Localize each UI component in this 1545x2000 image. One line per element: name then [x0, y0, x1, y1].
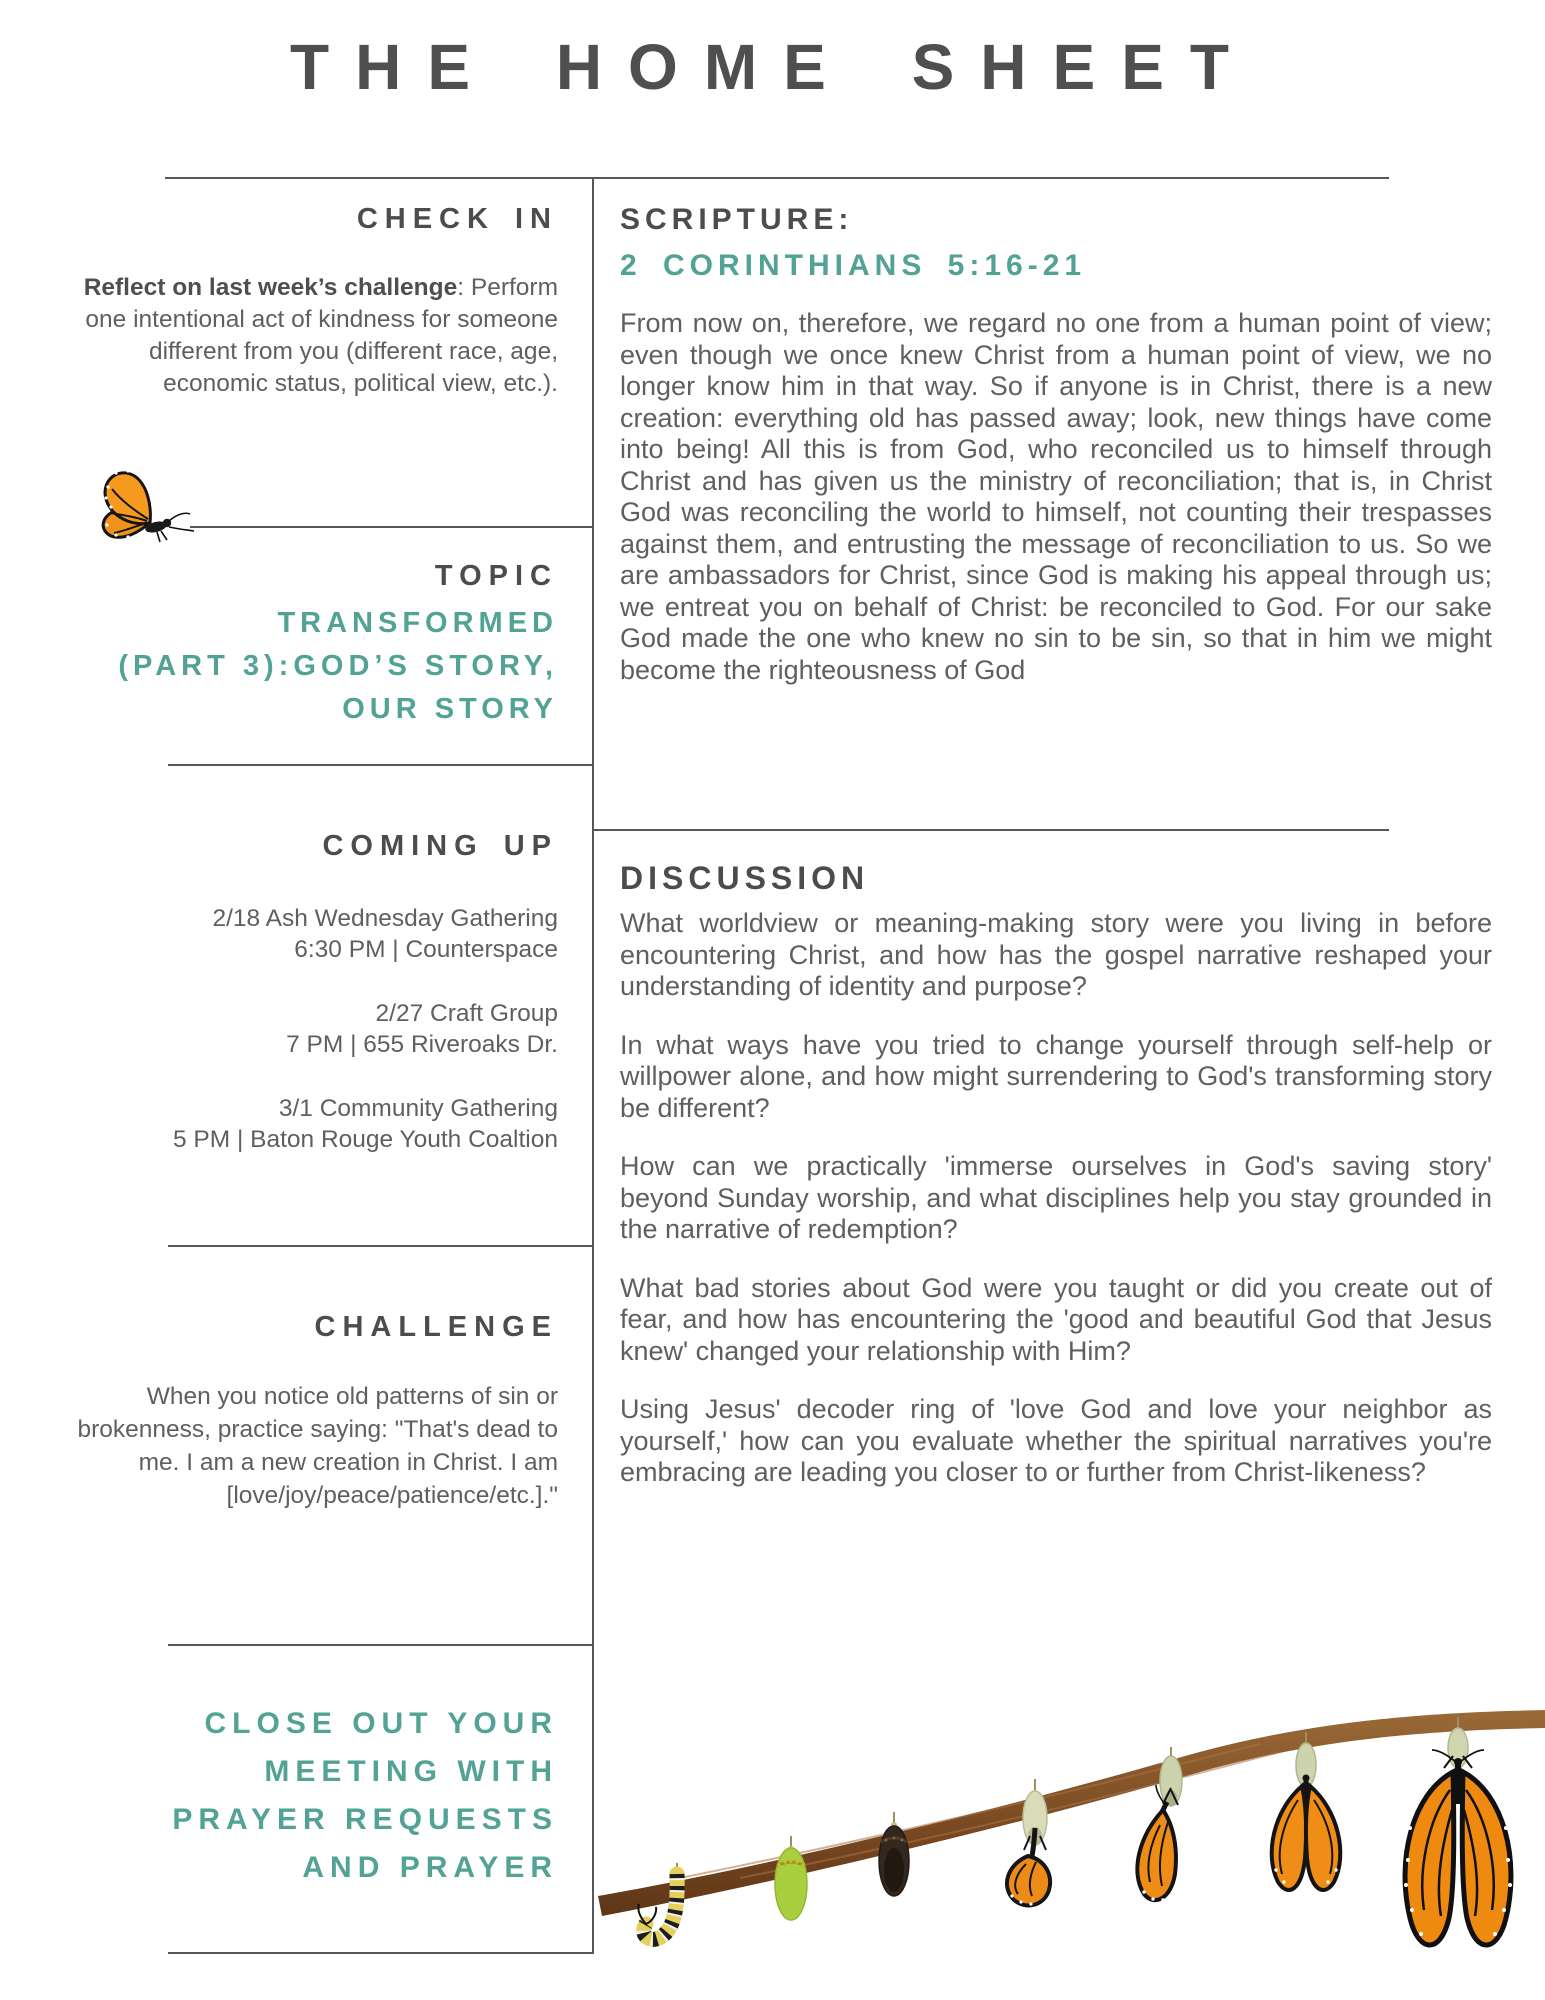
butterfly-icon: [92, 443, 194, 548]
event-item: [40, 1093, 558, 1155]
butterfly-antennae: [169, 513, 194, 531]
closing-line: MEETING WITH: [264, 1755, 558, 1788]
discussion-questions: [620, 908, 1492, 1516]
topic-heading: TOPIC: [434, 560, 558, 592]
event-title: 3/1 Community Gathering: [278, 1095, 558, 1122]
scripture-reference: 2 CORINTHIANS 5:16-21: [620, 249, 1087, 282]
event-detail: 6:30 PM | Counterspace: [294, 936, 558, 963]
topic-line: TRANSFORMED: [277, 607, 558, 639]
closing-note: [40, 1700, 558, 1892]
event-item: [40, 998, 558, 1060]
check-in-text: Perform one intentional act of kindness for someone different from you (different race, age, economic status, political view, etc.).: [85, 274, 558, 397]
check-in-lead-colon: :: [457, 274, 465, 301]
left-separator-2: [168, 764, 594, 766]
check-in-body: [40, 272, 558, 400]
challenge-body: When you notice old patterns of sin or brokenness, practice saying: "That's dead to me. I am a new creation in Christ. I am [love/joy/peace/patience/etc.].": [77, 1383, 558, 1509]
check-in-lead: Reflect on last week’s challenge: [83, 274, 458, 301]
scripture-label: SCRIPTURE:: [620, 203, 854, 236]
event-item: [40, 903, 558, 965]
discussion-question: In what ways have you tried to change yourself through self-help or willpower alone, and how might surrendering to God's transforming story be different?: [620, 1029, 1492, 1123]
discussion-question: What bad stories about God were you taught or did you create out of fear, and how has encountering the 'good and beautiful God that Jesus knew' changed your relationship with Him?: [620, 1272, 1492, 1366]
left-separator-4: [168, 1644, 594, 1646]
event-title: 2/27 Craft Group: [375, 1000, 558, 1027]
coming-up-heading: COMING UP: [322, 830, 558, 862]
topic-line: OUR STORY: [342, 693, 558, 725]
closing-line: CLOSE OUT YOUR: [204, 1707, 558, 1740]
metamorphosis-photo: [560, 1660, 1545, 2000]
topic-line: (PART 3):GOD’S STORY,: [118, 650, 558, 682]
butterfly-legs: [157, 531, 167, 542]
top-rule: [165, 177, 1389, 179]
left-separator-1: [190, 526, 594, 528]
scripture-text: From now on, therefore, we regard no one from a human point of view; even though we once knew Christ from a human point of view, we no longer know him in that way. So if anyone is in Christ, there is a new creation: everything old has passed away; look, new things have come into being! All this is from God, who reconciled us to himself through Christ and has given us the ministry of reconciliation; that is, in Christ God was reconciling the world to himself, not counting their trespasses against them, and entrusting the message of reconciliation to us. So we are ambassadors for Christ, since God is making his appeal through us; we entreat you on behalf of Christ: be reconciled to God. For our sake God made the one who knew no sin to be sin, so that in him we might become the righteousness of God: [620, 308, 1492, 685]
closing-line: PRAYER REQUESTS: [172, 1803, 558, 1836]
topic-title: [40, 602, 558, 731]
check-in-heading: CHECK IN: [356, 203, 558, 235]
closing-line: AND PRAYER: [302, 1851, 558, 1884]
butterfly-full: [1404, 1728, 1512, 1951]
discussion-question: Using Jesus' decoder ring of 'love God and love your neighbor as yourself,' how can you evaluate whether the spiritual narratives you're embracing are leading you closer to or further from Christ-likeness?: [620, 1394, 1492, 1487]
coming-up-list: [40, 903, 558, 1188]
discussion-question: How can we practically 'immerse ourselves in God's saving story' beyond Sunday worship, and what disciplines help you stay grounded in the narrative of redemption?: [620, 1151, 1492, 1244]
event-detail: 7 PM | 655 Riveroaks Dr.: [286, 1031, 558, 1058]
butterfly-wings-opening: [1272, 1743, 1341, 1890]
event-detail: 5 PM | Baton Rouge Youth Coaltion: [172, 1126, 558, 1153]
discussion-question: What worldview or meaning-making story were you living in before encountering Christ, and how has the gospel narrative reshaped your understanding of identity and purpose?: [620, 908, 1492, 1001]
bottom-left-rule: [168, 1952, 594, 1954]
discussion-top-rule: [592, 829, 1389, 831]
page-title: THE HOME SHEET: [290, 31, 1255, 103]
challenge-heading: CHALLENGE: [314, 1311, 558, 1343]
discussion-heading: DISCUSSION: [620, 860, 870, 896]
chrysalis-green: [775, 1846, 807, 1920]
event-title: 2/18 Ash Wednesday Gathering: [212, 905, 558, 932]
left-separator-3: [168, 1245, 594, 1247]
